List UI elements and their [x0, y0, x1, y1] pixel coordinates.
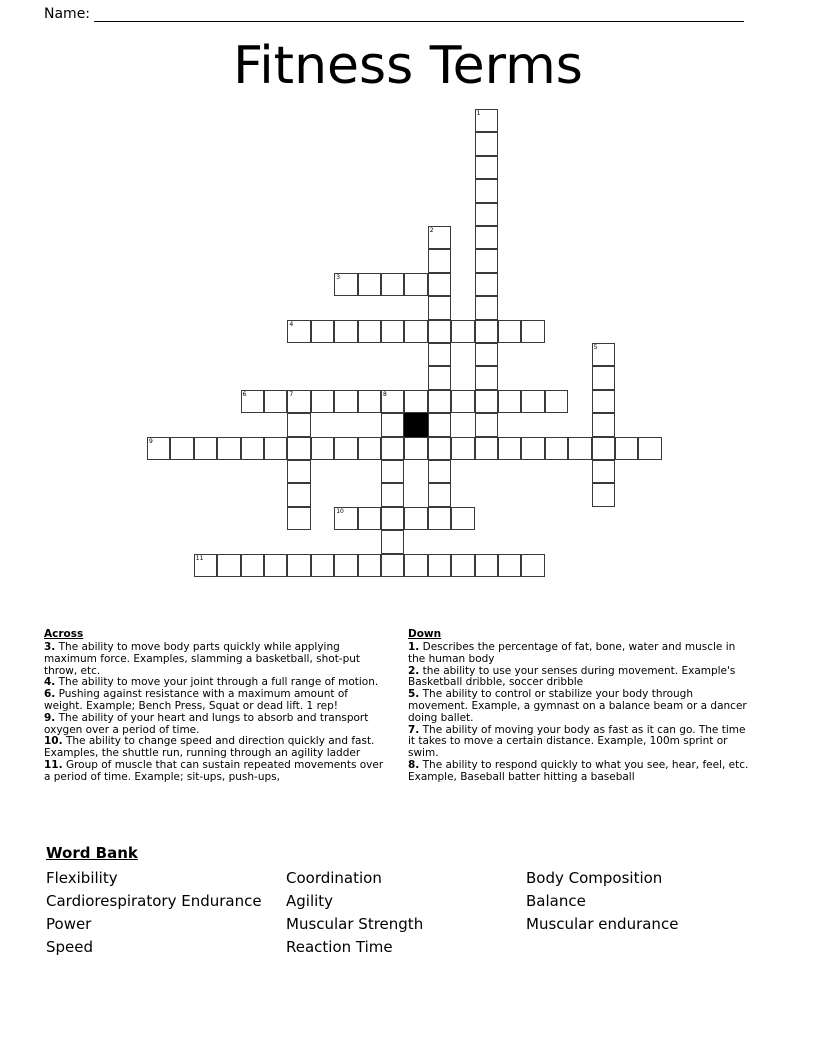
grid-cell[interactable] [428, 343, 451, 366]
across-clue-number: 11. [44, 758, 63, 771]
down-clue-list [408, 642, 752, 784]
grid-cell[interactable] [475, 249, 498, 272]
grid-cell[interactable] [498, 390, 521, 413]
grid-cell[interactable] [498, 554, 521, 577]
grid-cell[interactable] [475, 554, 498, 577]
grid-cell[interactable] [287, 437, 310, 460]
grid-cell[interactable] [381, 273, 404, 296]
grid-cell[interactable] [615, 437, 638, 460]
word-bank-heading: Word Bank [46, 844, 138, 862]
grid-cell[interactable] [264, 390, 287, 413]
grid-cell[interactable] [428, 507, 451, 530]
grid-cell[interactable] [311, 554, 334, 577]
across-clue-number: 10. [44, 735, 63, 748]
down-clue-text: The ability to control or stabilize your body through movement. Example, a gymnast on a balance beam or a dancer doing ballet. [408, 688, 747, 724]
across-heading: Across [44, 628, 84, 640]
down-clue-number: 2. [408, 664, 420, 677]
word-bank-item[interactable]: Agility [286, 892, 334, 910]
word-bank-item[interactable]: Power [46, 915, 92, 933]
grid-cell[interactable] [451, 507, 474, 530]
grid-cell[interactable] [311, 437, 334, 460]
grid-cell[interactable] [428, 226, 451, 249]
down-clue [408, 725, 752, 760]
grid-cell[interactable] [592, 483, 615, 506]
grid-cell[interactable] [381, 437, 404, 460]
across-clue-text: Group of muscle that can sustain repeated movements over a period of time. Example; sit-ups, push-ups, [44, 758, 384, 783]
grid-cell[interactable] [358, 437, 381, 460]
grid-cell[interactable] [475, 226, 498, 249]
grid-cell[interactable] [592, 343, 615, 366]
name-label: Name: [44, 6, 91, 22]
grid-cell[interactable] [475, 320, 498, 343]
grid-cell[interactable] [638, 437, 661, 460]
grid-cell[interactable] [287, 554, 310, 577]
grid-cell[interactable] [287, 507, 310, 530]
grid-cell[interactable] [592, 366, 615, 389]
grid-cell[interactable] [170, 437, 193, 460]
word-bank-item[interactable]: Balance [526, 892, 586, 910]
grid-cell[interactable] [334, 554, 357, 577]
across-clue [44, 713, 388, 737]
word-bank-item[interactable]: Body Composition [526, 869, 663, 887]
clues-section [44, 628, 772, 784]
grid-cell[interactable] [545, 437, 568, 460]
word-bank-item[interactable]: Reaction Time [286, 938, 393, 956]
grid-cell[interactable] [475, 156, 498, 179]
grid-cell[interactable] [358, 554, 381, 577]
down-clue-text: the ability to use your senses during movement. Example's Basketball dribble, soccer dribble [408, 664, 736, 689]
grid-cell[interactable] [475, 132, 498, 155]
grid-cell[interactable] [545, 390, 568, 413]
grid-cell[interactable] [451, 390, 474, 413]
grid-cell[interactable] [451, 320, 474, 343]
grid-cell-blocked [404, 413, 427, 436]
grid-cell[interactable] [475, 343, 498, 366]
across-clue [44, 736, 388, 760]
grid-cell[interactable] [334, 273, 357, 296]
grid-cell[interactable] [428, 437, 451, 460]
grid-cell[interactable] [475, 179, 498, 202]
grid-cell[interactable] [475, 437, 498, 460]
word-bank-item[interactable]: Coordination [286, 869, 382, 887]
grid-cell[interactable] [592, 460, 615, 483]
down-clue [408, 666, 752, 690]
across-clue [44, 689, 388, 713]
grid-cell[interactable] [381, 320, 404, 343]
grid-cell[interactable] [241, 437, 264, 460]
word-bank-item[interactable]: Flexibility [46, 869, 118, 887]
grid-cell[interactable] [475, 413, 498, 436]
grid-cell[interactable] [334, 320, 357, 343]
grid-cell-number: 11 [195, 554, 204, 562]
across-clue-text: The ability to move your joint through a full range of motion. [55, 676, 379, 689]
grid-cell[interactable] [241, 554, 264, 577]
grid-cell[interactable] [592, 390, 615, 413]
grid-cell[interactable] [358, 273, 381, 296]
grid-cell[interactable] [521, 320, 544, 343]
grid-cell[interactable] [264, 437, 287, 460]
grid-cell[interactable] [264, 554, 287, 577]
grid-cell[interactable] [475, 366, 498, 389]
down-clue [408, 760, 752, 784]
grid-cell[interactable] [592, 413, 615, 436]
grid-cell-number: 3 [336, 273, 341, 281]
grid-cell[interactable] [428, 249, 451, 272]
grid-cell[interactable] [217, 437, 240, 460]
across-clue-column [44, 628, 388, 784]
grid-cell[interactable] [194, 554, 217, 577]
grid-cell-number: 7 [289, 390, 294, 398]
across-clue-text: The ability to change speed and direction quickly and fast. Examples, the shuttle run, running through an agility ladder [44, 735, 375, 760]
grid-cell[interactable] [381, 413, 404, 436]
grid-cell[interactable] [147, 437, 170, 460]
grid-cell[interactable] [404, 390, 427, 413]
page-title: Fitness Terms [233, 36, 583, 96]
grid-cell[interactable] [287, 483, 310, 506]
grid-cell[interactable] [428, 273, 451, 296]
across-clue-number: 6. [44, 688, 56, 701]
grid-cell[interactable] [194, 437, 217, 460]
grid-cell[interactable] [358, 507, 381, 530]
down-heading: Down [408, 628, 442, 640]
down-clue-number: 7. [408, 723, 420, 736]
grid-cell[interactable] [287, 320, 310, 343]
grid-cell[interactable] [428, 460, 451, 483]
grid-cell[interactable] [475, 203, 498, 226]
across-clue [44, 642, 388, 677]
across-clue-number: 3. [44, 641, 56, 653]
grid-cell-number: 1 [476, 110, 481, 117]
grid-cell[interactable] [475, 109, 498, 132]
grid-cell[interactable] [287, 460, 310, 483]
grid-cell[interactable] [311, 320, 334, 343]
grid-cell[interactable] [475, 296, 498, 319]
grid-cell[interactable] [358, 390, 381, 413]
grid-cell[interactable] [404, 507, 427, 530]
word-bank-section [46, 843, 746, 959]
down-clue-number: 1. [408, 641, 420, 653]
grid-cell[interactable] [381, 507, 404, 530]
grid-cell[interactable] [451, 437, 474, 460]
grid-cell[interactable] [428, 366, 451, 389]
grid-cell[interactable] [428, 296, 451, 319]
grid-cell[interactable] [568, 437, 591, 460]
word-bank-item[interactable]: Muscular Strength [286, 915, 424, 933]
grid-cell[interactable] [404, 320, 427, 343]
grid-cell[interactable] [521, 554, 544, 577]
grid-cell[interactable] [287, 413, 310, 436]
across-clue-list [44, 642, 388, 784]
grid-cell-number: 6 [242, 390, 247, 398]
grid-cell-number: 9 [149, 437, 153, 445]
grid-cell-number: 8 [383, 390, 387, 398]
grid-cell[interactable] [404, 437, 427, 460]
grid-cell[interactable] [287, 390, 310, 413]
across-clue-number: 4. [44, 676, 56, 689]
grid-cell[interactable] [428, 413, 451, 436]
grid-cell[interactable] [428, 320, 451, 343]
grid-cell[interactable] [381, 390, 404, 413]
grid-cell[interactable] [381, 530, 404, 553]
down-clue-text: Describes the percentage of fat, bone, water and muscle in the human body [408, 641, 736, 665]
word-bank-grid [46, 867, 746, 959]
grid-cell[interactable] [358, 320, 381, 343]
grid-cell-number: 5 [593, 344, 598, 351]
across-clue-text: Pushing against resistance with a maximum amount of weight. Example; Bench Press, Squat or dead lift. 1 rep! [44, 688, 348, 712]
grid-cell[interactable] [334, 437, 357, 460]
grid-cell[interactable] [428, 390, 451, 413]
across-clue-text: The ability of your heart and lungs to absorb and transport oxygen over a period of time. [44, 711, 369, 736]
word-bank-item[interactable]: Speed [46, 938, 94, 956]
grid-cell[interactable] [404, 273, 427, 296]
grid-cell-number: 10 [336, 507, 344, 515]
across-clue [44, 760, 388, 784]
grid-cell[interactable] [241, 390, 264, 413]
down-clue-number: 8. [408, 758, 420, 771]
across-clue-text: The ability to move body parts quickly while applying maximum force. Examples, slamming a basketball, shot-put throw, etc. [44, 641, 361, 677]
grid-cell[interactable] [311, 390, 334, 413]
grid-cell[interactable] [381, 460, 404, 483]
grid-cell[interactable] [475, 390, 498, 413]
word-bank-item[interactable]: Cardiorespiratory Endurance [46, 892, 262, 910]
grid-cell[interactable] [428, 554, 451, 577]
grid-cell[interactable] [521, 437, 544, 460]
grid-cell[interactable] [428, 483, 451, 506]
grid-cell[interactable] [451, 554, 474, 577]
grid-cell[interactable] [217, 554, 240, 577]
grid-cell[interactable] [592, 437, 615, 460]
grid-cell[interactable] [521, 390, 544, 413]
grid-cell[interactable] [381, 483, 404, 506]
grid-cell-number: 4 [289, 320, 294, 328]
down-clue-text: The ability to respond quickly to what you see, hear, feel, etc. Example, Baseball batter hitting a baseball [408, 758, 749, 783]
grid-cell[interactable] [334, 507, 357, 530]
down-clue-number: 5. [408, 688, 420, 701]
grid-cell[interactable] [404, 554, 427, 577]
down-clue-column [408, 628, 752, 784]
word-bank-item[interactable]: Muscular endurance [526, 915, 679, 933]
down-clue [408, 642, 752, 666]
down-clue [408, 689, 752, 724]
grid-cell-number: 2 [429, 227, 434, 234]
grid-cell[interactable] [498, 437, 521, 460]
across-clue-number: 9. [44, 711, 56, 724]
grid-cell[interactable] [475, 273, 498, 296]
grid-cell[interactable] [498, 320, 521, 343]
grid-cell[interactable] [334, 390, 357, 413]
down-clue-text: The ability of moving your body as fast as it can go. The time it takes to move a certain distance. Example, 100m sprint or swim. [408, 723, 746, 760]
grid-cell[interactable] [381, 554, 404, 577]
